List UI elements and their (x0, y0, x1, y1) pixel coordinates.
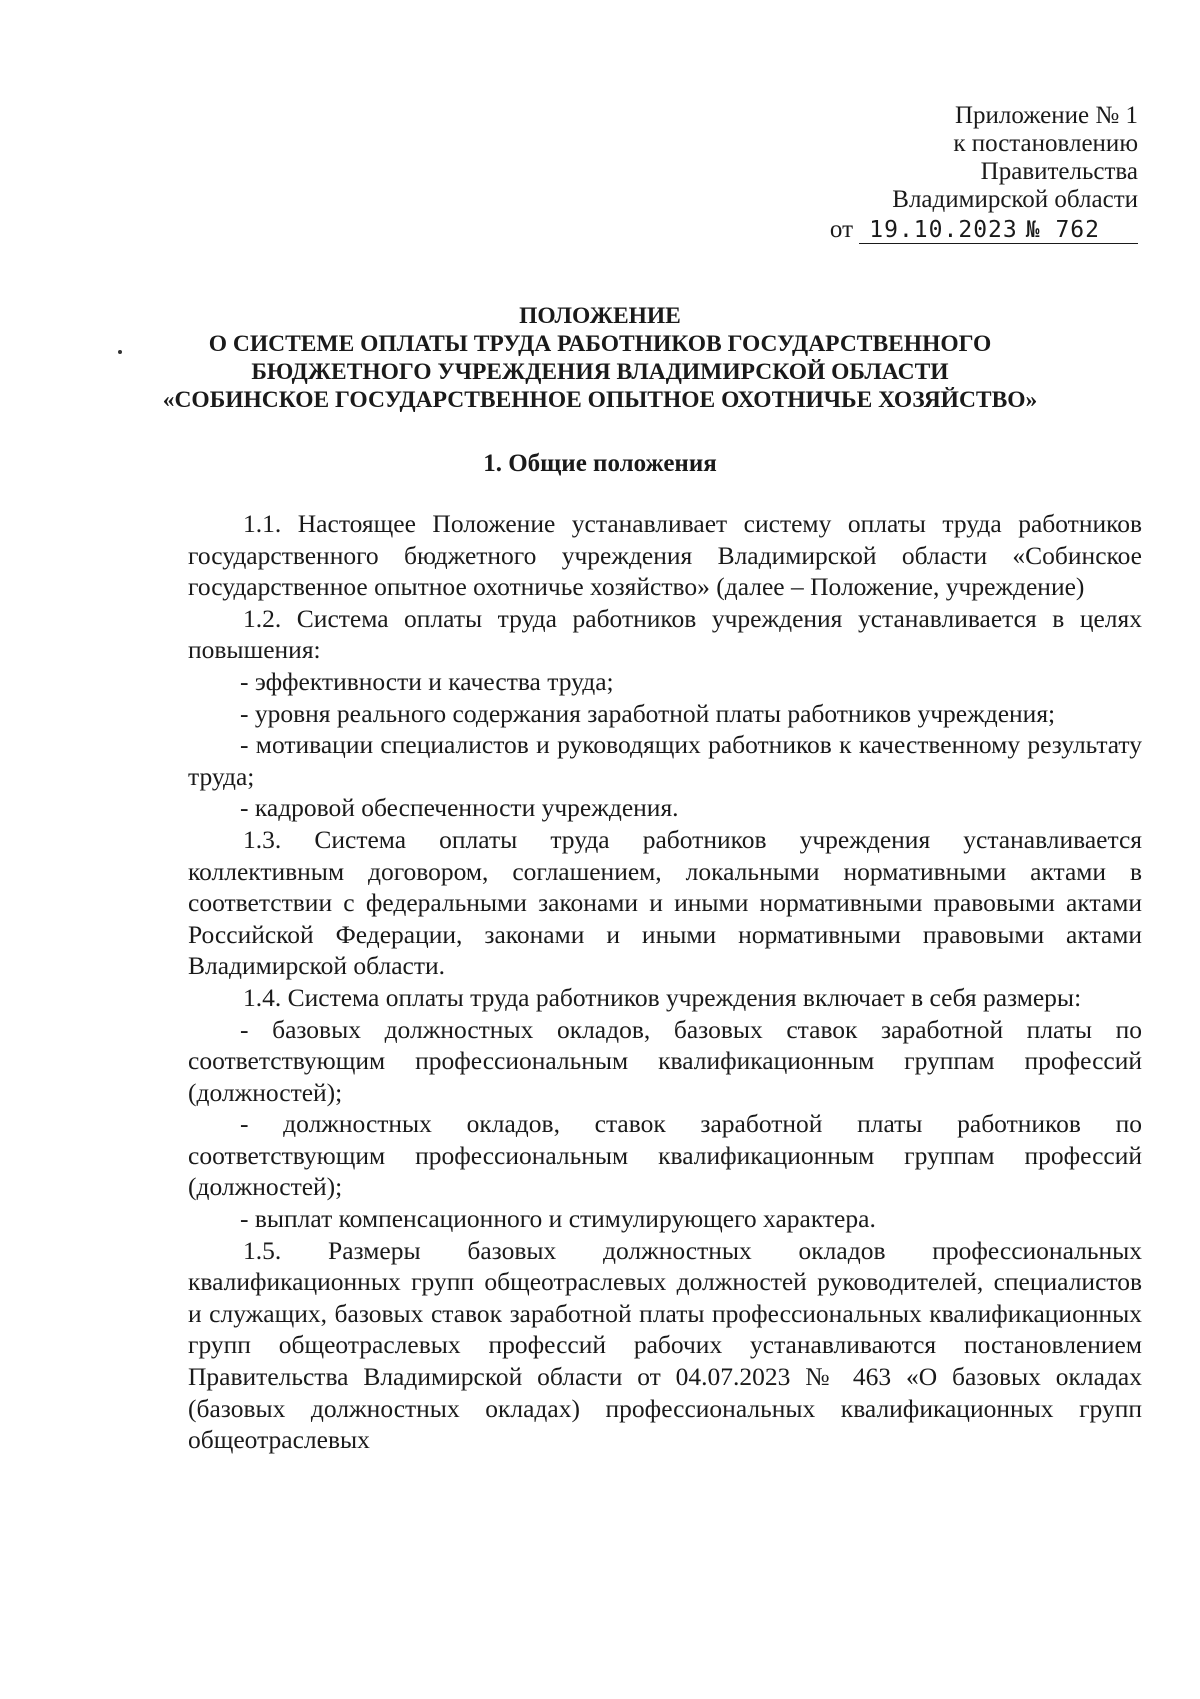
list-item: - мотивации специалистов и руководящих работников к качественному результату труда; (188, 730, 1142, 791)
paragraph-1-2: 1.2. Система оплаты труда работников учреждения устанавливается в целях повышения: (188, 603, 1142, 665)
paragraph-1-5: 1.5. Размеры базовых должностных окладов профессиональных квалификационных групп общеотраслевых должностей руководителей, специалистов и служащих, базовых ставок заработной платы профессиональных квалификационных групп общеотраслевых профессий рабочих устанавливаются постановлением Правительства Владимирской области от 04.07.2023 № 463 «О базовых окладах (базовых должностных окладах) профессиональных квалификационных групп общеотраслевых (188, 1235, 1142, 1455)
list-item: - выплат компенсационного и стимулирующего характера. (240, 1204, 876, 1234)
annex-line: Владимирской области (892, 186, 1138, 213)
from-label: от (829, 216, 854, 243)
title-line: О СИСТЕМЕ ОПЛАТЫ ТРУДА РАБОТНИКОВ ГОСУДАРСТВЕННОГО (208, 331, 992, 357)
resolution-date: 19.10.2023 (859, 217, 1021, 244)
title-line: ПОЛОЖЕНИЕ (519, 303, 681, 329)
paragraph-1-4: 1.4. Система оплаты труда работников учреждения включает в себя размеры: (243, 982, 1082, 1012)
annex-line: Правительства (980, 158, 1138, 185)
paragraph-1-1: 1.1. Настоящее Положение устанавливает систему оплаты труда работников государственного бюджетного учреждения Владимирской области «Собинское государственное опытное охотничье хозяйство» (далее – Положение, учреждение) (188, 509, 1142, 602)
list-item: - базовых должностных окладов, базовых ставок заработной платы по соответствующим профессиональным квалификационным группам профессий (должностей); (188, 1014, 1142, 1107)
title-line: «СОБИНСКОЕ ГОСУДАРСТВЕННОЕ ОПЫТНОЕ ОХОТНИЧЬЕ ХОЗЯЙСТВО» (162, 387, 1038, 413)
resolution-number: № 762 (1022, 217, 1138, 244)
annex-line: к постановлению (953, 130, 1138, 157)
scan-speck (118, 350, 122, 354)
annex-date-line (830, 216, 1138, 244)
annex-block (830, 102, 1138, 244)
list-item: - кадровой обеспеченности учреждения. (240, 793, 679, 823)
document-title (150, 302, 1050, 414)
document-body (188, 508, 1142, 1456)
paragraph-1-3: 1.3. Система оплаты труда работников учреждения устанавливается коллективным договором, соглашением, локальными нормативными актами в соответствии с федеральными законами и иными нормативными правовыми актами Российской Федерации, законами и иными нормативными правовыми актами Владимирской области. (188, 824, 1142, 981)
list-item: - эффективности и качества труда; (240, 666, 614, 696)
list-item: - уровня реального содержания заработной платы работников учреждения; (240, 698, 1056, 728)
section-heading: 1. Общие положения (483, 450, 717, 477)
list-item: - должностных окладов, ставок заработной платы работников по соответствующим профессиональным квалификационным группам профессий (должностей); (188, 1109, 1142, 1202)
annex-line: Приложение № 1 (954, 102, 1138, 129)
title-line: БЮДЖЕТНОГО УЧРЕЖДЕНИЯ ВЛАДИМИРСКОЙ ОБЛАСТИ (251, 359, 949, 385)
